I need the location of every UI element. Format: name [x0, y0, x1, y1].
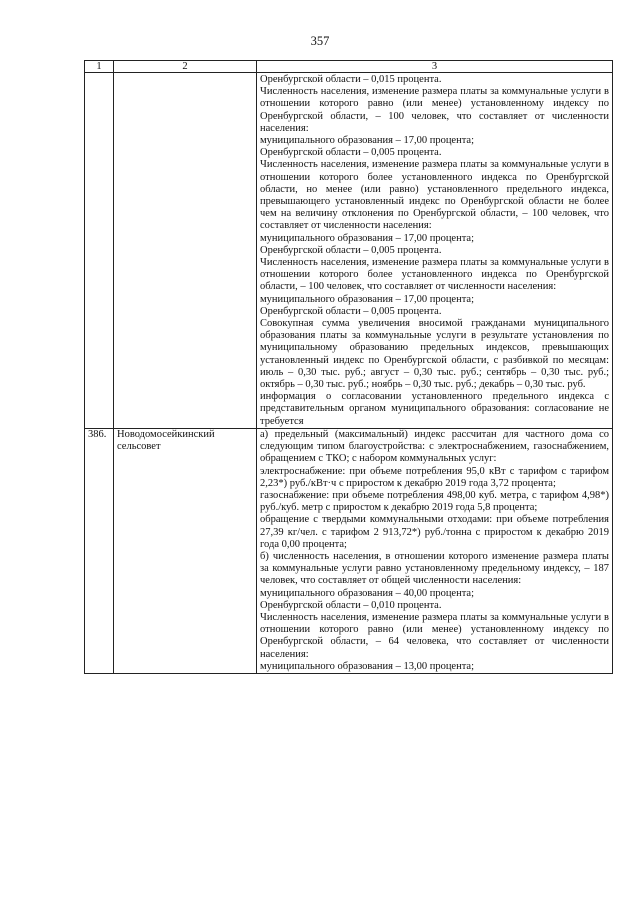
municipality-name-cell	[114, 73, 257, 429]
text-line: электроснабжение: при объеме потребления 95,0 кВт с тарифом с тарифом 2,23*) руб./кВт·ч с приростом к декабрю 2019 года 3,72 процента;	[260, 465, 609, 489]
column-header-1: 1	[85, 61, 114, 73]
column-header-3: 3	[257, 61, 613, 73]
text-line: обращение с твердыми коммунальными отходами: при объеме потребления 27,39 кг/чел. с тарифом 2 913,72*) руб./тонна с приростом к декабрю 2019 года 0,00 процента;	[260, 514, 609, 550]
page-number: 357	[310, 34, 330, 48]
text-line: Оренбургской области – 0,005 процента.	[260, 244, 442, 256]
description-cell	[257, 73, 613, 429]
text-line: муниципального образования – 17,00 процента;	[260, 293, 475, 305]
text-line: Численность населения, изменение размера платы за коммунальные услуги в отношении которого равно (или менее) установленному индексу по Оренбургской области, – 100 человек, что составляет от численности населения:	[260, 86, 609, 134]
description-cell	[257, 428, 613, 673]
text-line: муниципального образования – 17,00 процента;	[260, 135, 475, 147]
text-line: Совокупная сумма увеличения вносимой гражданами муниципального образования платы за коммунальные услуги в результате установления по муниципальному образованию предельных индексов, превышающих установленный индекс по Оренбургской области, с разбивкой по месяцам: июль – 0,30 тыс. руб.; август – 0,30 тыс. руб.; сентябрь – 0,30 тыс. руб.; октябрь – 0,30 тыс. руб.; ноябрь – 0,30 тыс. руб.; декабрь – 0,30 тыс. руб.	[260, 318, 609, 391]
text-line: Оренбургской области – 0,010 процента.	[260, 599, 442, 611]
text-line: Оренбургской области – 0,005 процента.	[260, 305, 442, 317]
table-header-row	[85, 61, 613, 73]
row-number-cell	[85, 73, 114, 429]
municipality-name-cell: Новодомосейкинский сельсовет	[114, 428, 257, 673]
text-line: муниципального образования – 40,00 процента;	[260, 587, 475, 599]
text-line: муниципального образования – 17,00 процента;	[260, 232, 475, 244]
row-number-cell: 386.	[85, 428, 114, 673]
text-line: Оренбургской области – 0,005 процента.	[260, 147, 442, 159]
text-line: газоснабжение: при объеме потребления 498,00 куб. метра, с тарифом 4,98*) руб./куб. метр с приростом к декабрю 2019 года 5,8 процента;	[260, 489, 609, 514]
table-row	[85, 73, 613, 429]
text-line: информация о согласовании установленного предельного индекса с представительным органом муниципального образования: согласование не требуется	[260, 391, 609, 427]
text-line: а) предельный (максимальный) индекс рассчитан для частного дома со следующим типом благоустройства: с электроснабжением, газоснабжением, обращением с ТКО; с набором коммунальных услуг:	[260, 428, 609, 465]
text-line: муниципального образования – 13,00 процента;	[260, 660, 475, 672]
document-table	[84, 60, 613, 674]
text-line: Оренбургской области – 0,015 процента.	[260, 74, 442, 85]
table-row	[85, 428, 613, 673]
text-line: б) численность населения, в отношении которого изменение размера платы за коммунальные услуги равно установленному предельному индексу, – 187 человек, что составляет от общей численности населения:	[260, 550, 609, 587]
text-line: Численность населения, изменение размера платы за коммунальные услуги в отношении которого равно (или менее) установленному индексу по Оренбургской области, – 64 человека, что составляет от численности населения:	[260, 611, 609, 660]
column-header-2: 2	[114, 61, 257, 73]
text-line: Численность населения, изменение размера платы за коммунальные услуги в отношении которого более установленного индекса по Оренбургской области, но менее (или равно) установленного предельного индекса, превышающего установленный индекс по Оренбургской области не более чем на величину отклонения по Оренбургской области, – 100 человек, что составляет от численности населения:	[260, 159, 609, 232]
text-line: Численность населения, изменение размера платы за коммунальные услуги в отношении которого более установленного индекса по Оренбургской области, – 100 человек, что составляет от численности населения:	[260, 257, 609, 293]
